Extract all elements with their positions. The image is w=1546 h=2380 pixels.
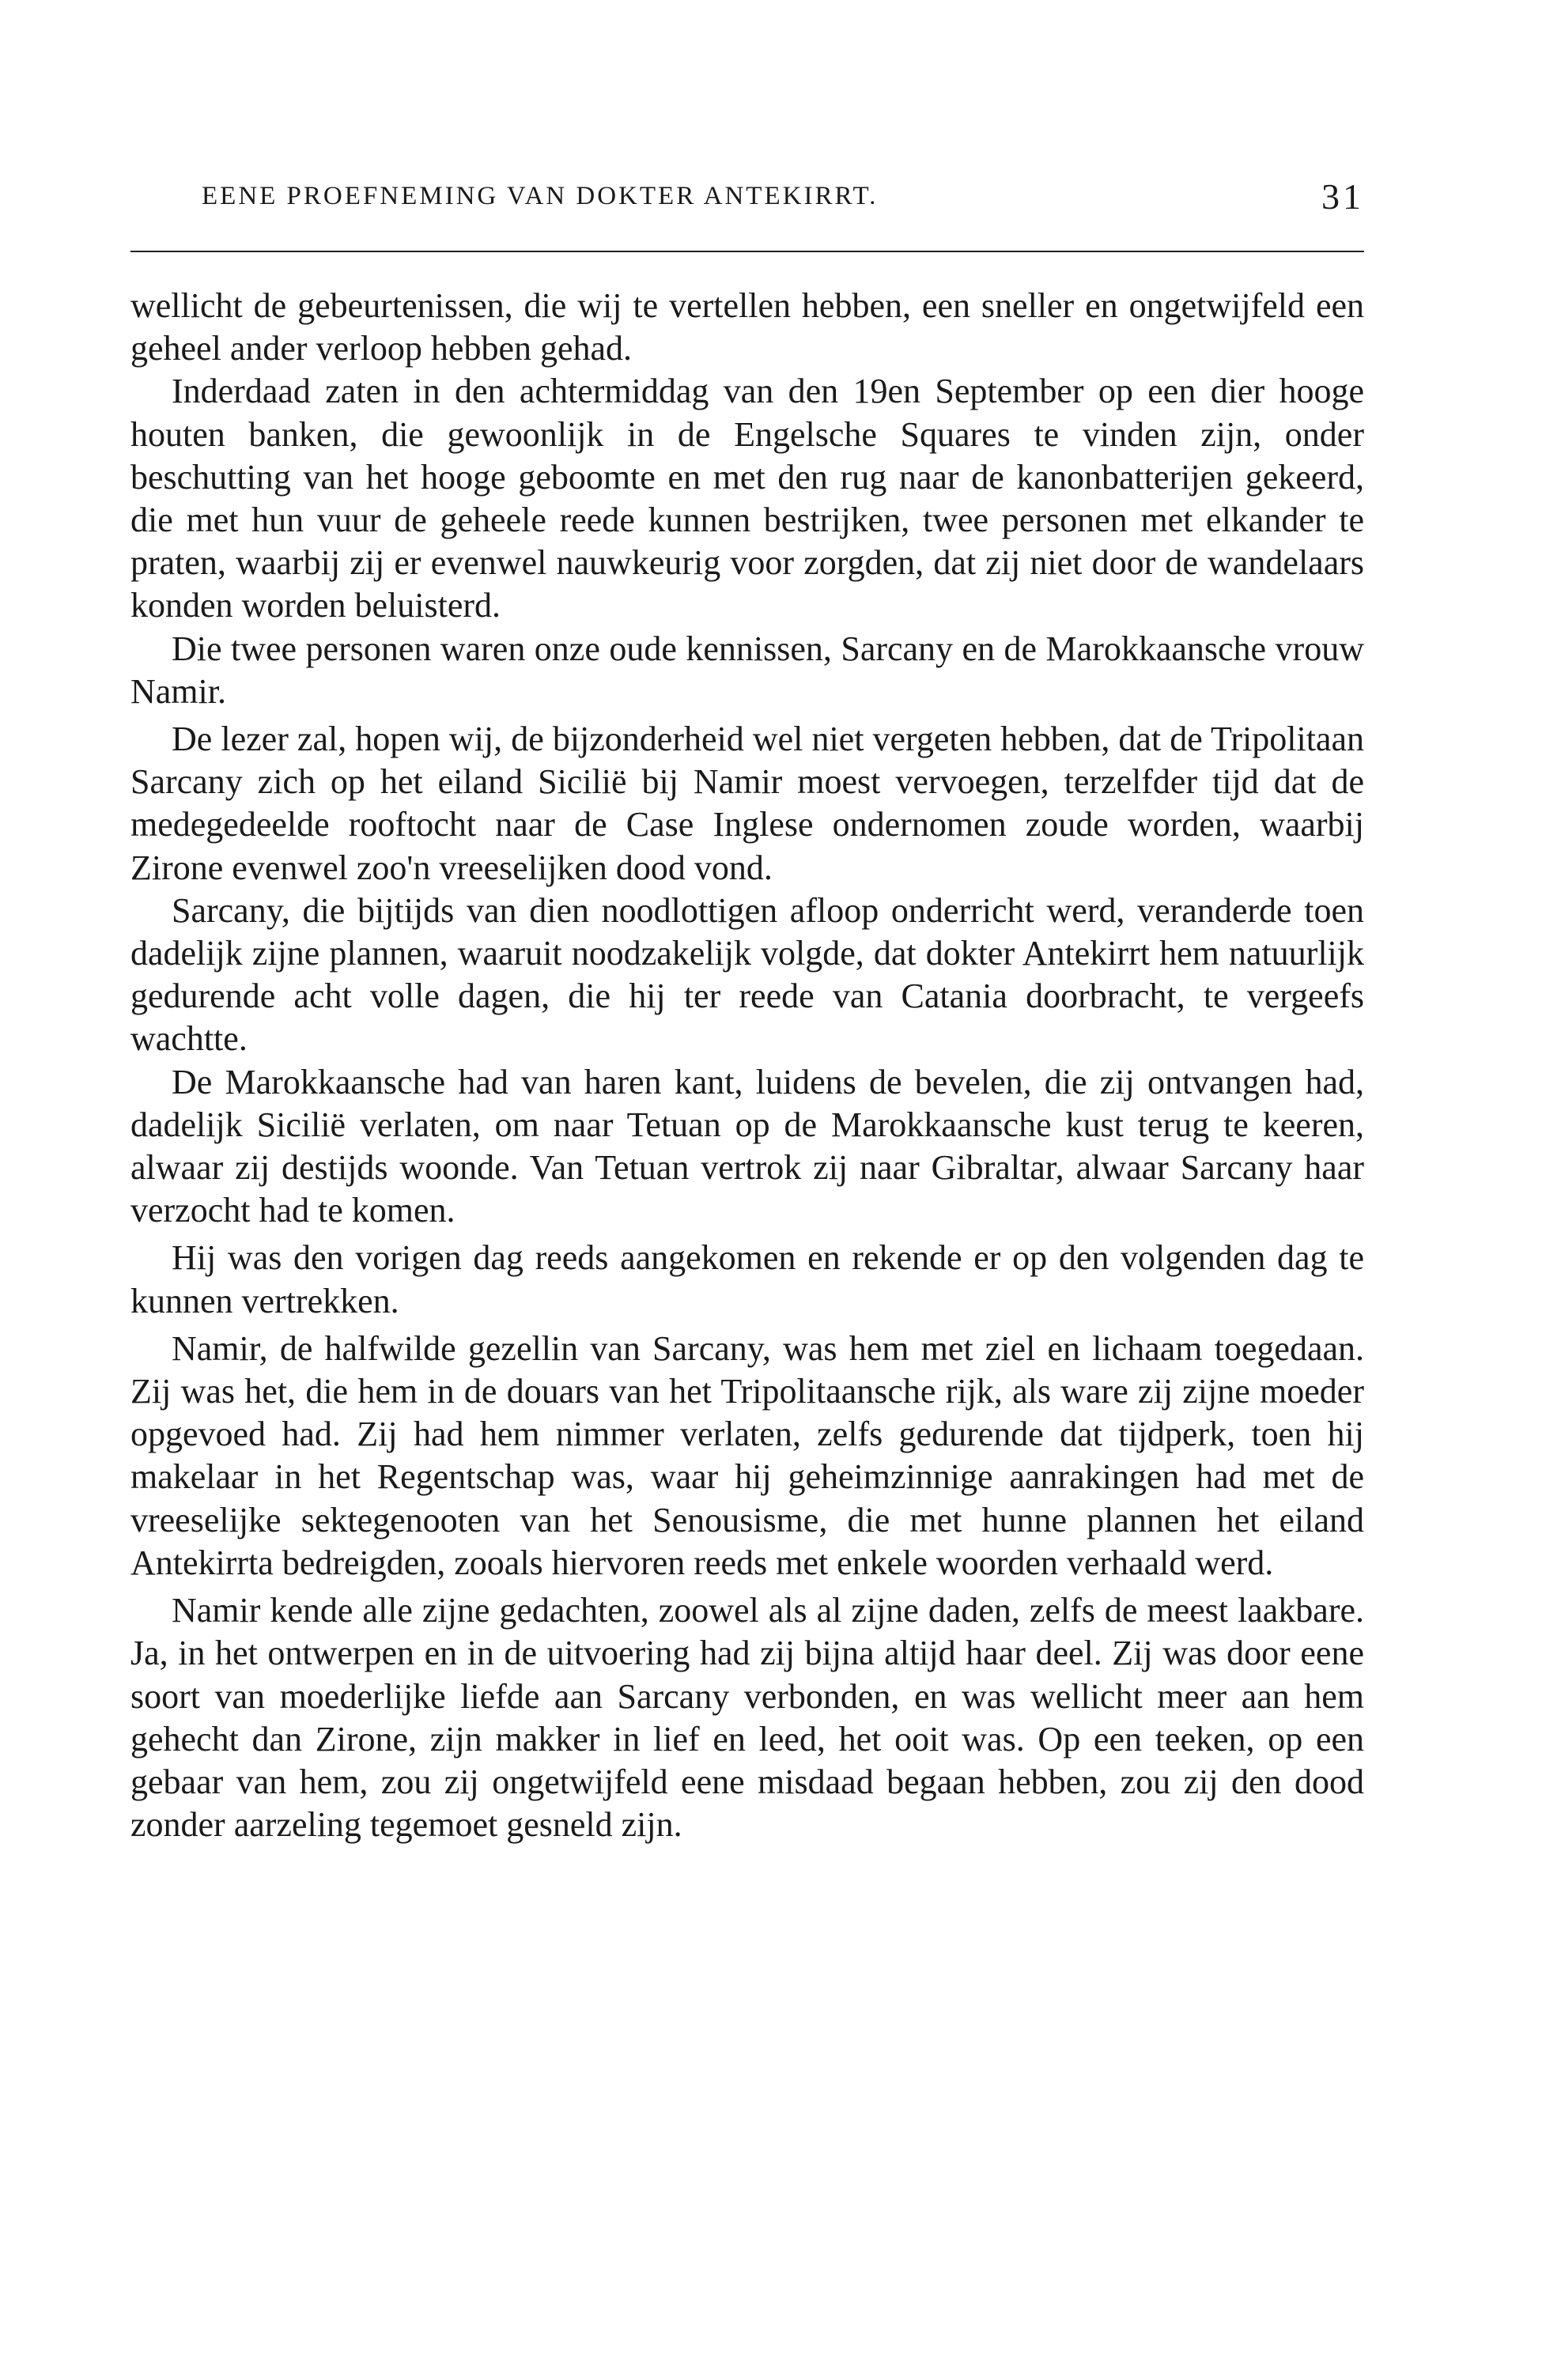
paragraph: De lezer zal, hopen wij, de bijzonderheid wel niet vergeten hebben, dat de Tripolitaan Sarcany zich op het eiland Sicilië bij Namir moest vervoegen, terzelfder tijd dat de medegedeelde rooftocht naar de Case Inglese ondernomen zoude worden, waarbij Zirone evenwel zoo'n vreeselijken dood vond. [130, 720, 1364, 887]
paragraph: De Marokkaansche had van haren kant, luidens de bevelen, die zij ontvangen had, dadelijk Sicilië verlaten, om naar Tetuan op de Marokkaansche kust terug te keeren, alwaar zij destijds woonde. Van Tetuan vertrok zij naar Gibraltar, alwaar Sarcany haar verzocht had te komen. [130, 1062, 1364, 1230]
body-text [130, 285, 1364, 1846]
page-number: 31 [1321, 176, 1364, 217]
paragraph: Namir, de halfwilde gezellin van Sarcany, was hem met ziel en lichaam toegedaan. Zij was het, die hem in de douars van het Tripolitaansche rijk, als ware zij zijne moeder opgevoed had. Zij had hem nimmer verlaten, zelfs gedurende dat tijdperk, toen hij makelaar in het Regentschap was, waar hij geheimzinnige aanrakingen had met de vreeselijke sektegenooten van het Senousisme, die met hunne plannen het eiland Antekirrta bedreigden, zooals hiervoren reeds met enkele woorden verhaald werd. [130, 1328, 1364, 1582]
running-title: EENE PROEFNEMING VAN DOKTER ANTEKIRRT. [202, 182, 879, 210]
running-head [130, 176, 1364, 223]
paragraph: Namir kende alle zijne gedachten, zoowel als al zijne daden, zelfs de meest laakbare. Ja, in het ontwerpen en in de uitvoering had zij bijna altijd haar deel. Zij was door eene soort van moederlijke liefde aan Sarcany verbonden, en was wellicht meer aan hem gehecht dan Zirone, zijn makker in lief en leed, het ooit was. Op een teeken, op een gebaar van hem, zou zij ongetwijfeld eene misdaad begaan hebben, zou zij den dood zonder aarzeling tegemoet gesneld zijn. [130, 1591, 1364, 1845]
paragraph: Die twee personen waren onze oude kennissen, Sarcany en de Marokkaansche vrouw Namir. [130, 629, 1364, 711]
paragraph: Inderdaad zaten in den achtermiddag van den 19en September op een dier hooge houten banken, die gewoonlijk in de Engelsche Squares te vinden zijn, onder beschutting van het hooge geboomte en met den rug naar de kanonbatterijen gekeerd, die met hun vuur de geheele reede kunnen bestrijken, twee personen met elkander te praten, waarbij zij er evenwel nauwkeurig voor zorgden, dat zij niet door de wandelaars konden worden beluisterd. [130, 372, 1364, 625]
paragraph: Hij was den vorigen dag reeds aangekomen en rekende er op den volgenden dag te kunnen vertrekken. [130, 1238, 1364, 1320]
paragraph: Sarcany, die bijtijds van dien noodlottigen afloop onderricht werd, veranderde toen dadelijk zijne plannen, waaruit noodzakelijk volgde, dat dokter Antekirrt hem natuurlijk gedurende acht volle dagen, die hij ter reede van Catania doorbracht, te vergeefs wachtte. [130, 890, 1364, 1059]
header-rule [130, 251, 1364, 252]
paragraph-continued: wellicht de gebeurtenissen, die wij te vertellen hebben, een sneller en ongetwijfeld een geheel ander verloop hebben gehad. [130, 286, 1364, 368]
